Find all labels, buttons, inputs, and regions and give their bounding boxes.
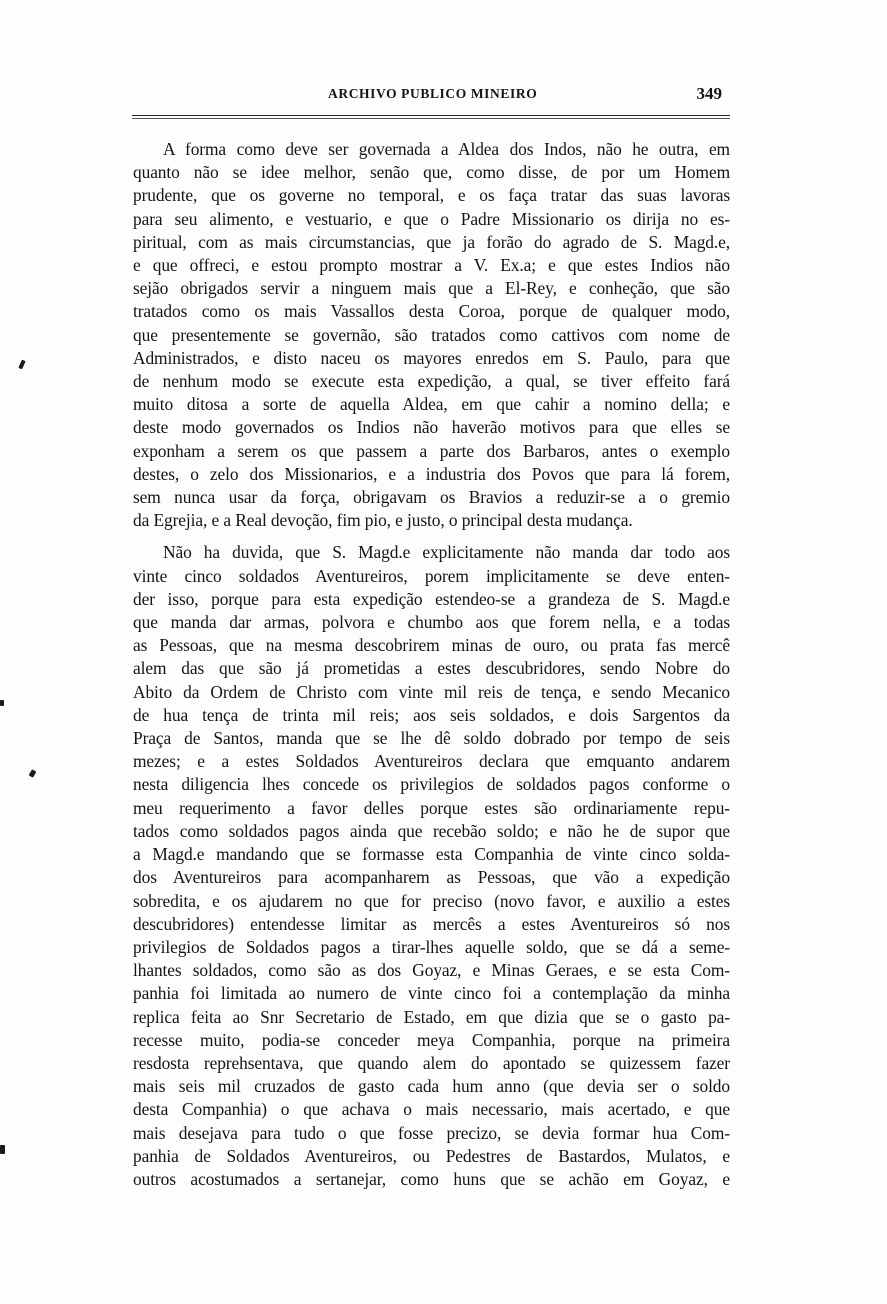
text-line: destes, o zelo dos Missionarios, e a industria dos Povos que para lá forem, <box>133 463 730 484</box>
text-line: nesta diligencia lhes concede os privilegios de soldados pagos conforme o <box>133 774 730 795</box>
text-line: tratados como os mais Vassallos desta Coroa, porque de qualquer modo, <box>133 301 730 322</box>
text-line: mais seis mil cruzados de gasto cada hum anno (que devia ser o soldo <box>133 1076 730 1097</box>
text-line: panhia foi limitada ao numero de vinte cinco foi a contemplação da minha <box>133 983 730 1004</box>
text-line: para seu alimento, e vestuario, e que o Padre Missionario os dirija no es- <box>133 208 730 229</box>
running-title: ARCHIVO PUBLICO MINEIRO <box>328 86 538 101</box>
text-line: privilegios de Soldados pagos a tirar-lhes aquelle soldo, que se dá a seme- <box>133 936 730 957</box>
text-line: descubridores) entendesse limitar as mercês a estes Aventureiros só nos <box>133 913 730 934</box>
text-line: outros acostumados a sertanejar, como huns que se achão em Goyaz, e <box>133 1168 730 1189</box>
text-line: resdosta reprehsentava, que quando alem do apontado se quizessem fazer <box>133 1052 730 1073</box>
text-line: tados como soldados pagos ainda que recebão soldo; e não he de supor que <box>133 820 730 841</box>
text-line: prudente, que os governe no temporal, e os faça tratar das suas lavoras <box>133 185 730 206</box>
text-line: sejão obrigados servir a ninguem mais que a El-Rey, e conheção, que são <box>133 278 730 299</box>
page-number: 349 <box>696 84 722 103</box>
text-line: Praça de Santos, manda que se lhe dê soldo dobrado por tempo de seis <box>133 728 730 749</box>
page-header <box>132 86 730 108</box>
text-line: meu requerimento a favor delles porque estes são ordinariamente repu- <box>133 797 730 818</box>
text-line: mais desejava para tudo o que fosse precizo, se devia formar hua Com- <box>133 1122 730 1143</box>
text-line: desta Companhia) o que achava o mais necessario, mais acertado, e que <box>133 1099 730 1120</box>
ink-mark <box>18 360 25 370</box>
text-line: que presentemente se governão, são tratados como cattivos com nome de <box>133 324 730 345</box>
text-line: der isso, porque para esta expedição estendeo-se a grandeza de S. Magd.e <box>133 588 730 609</box>
text-line: vinte cinco soldados Aventureiros, porem implicitamente se deve enten- <box>133 565 730 586</box>
text-line: piritual, com as mais circumstancias, que ja forão do agrado de S. Magd.e, <box>133 231 730 252</box>
ink-mark <box>0 1145 5 1154</box>
body-text <box>133 138 730 1191</box>
paragraph-2 <box>133 541 730 1191</box>
text-line: exponham a serem os que passem a parte dos Barbaros, antes o exemplo <box>133 440 730 461</box>
text-line: A forma como deve ser governada a Aldea dos Indos, não he outra, em <box>163 139 730 159</box>
text-line: sem nunca usar da força, obrigavam os Bravios a reduzir-se a o gremio <box>133 487 730 508</box>
text-line: e que offreci, e estou prompto mostrar a V. Ex.a; e que estes Indios não <box>133 255 730 276</box>
text-line: Abito da Ordem de Christo com vinte mil reis de tença, e sendo Mecanico <box>133 681 730 702</box>
text-line: recesse muito, podia-se conceder meya Companhia, porque na primeira <box>133 1029 730 1050</box>
text-line: mezes; e a estes Soldados Aventureiros declara que emquanto andarem <box>133 751 730 772</box>
ink-mark <box>0 700 4 706</box>
text-line: de nenhum modo se execute esta expedição, a qual, se tiver effeito fará <box>133 371 730 392</box>
text-line: as Pessoas, que na mesma descobrirem minas de ouro, ou prata fas mercê <box>133 635 730 656</box>
text-line: panhia de Soldados Aventureiros, ou Pedestres de Bastardos, Mulatos, e <box>133 1145 730 1166</box>
text-line: da Egrejia, e a Real devoção, fim pio, e justo, o principal desta mudança. <box>133 510 633 531</box>
ink-mark <box>29 769 37 778</box>
text-line: quanto não se idee melhor, senão que, como disse, de por um Homem <box>133 162 730 183</box>
text-line: dos Aventureiros para acompanharem as Pessoas, que vão a expedição <box>133 867 730 888</box>
text-line: deste modo governados os Indios não haverão motivos para que elles se <box>133 417 730 438</box>
text-line: replica feita ao Snr Secretario de Estado, em que dizia que se o gasto pa- <box>133 1006 730 1027</box>
text-line: de hua tença de trinta mil reis; aos seis soldados, e dois Sargentos da <box>133 704 730 725</box>
text-line: Não ha duvida, que S. Magd.e explicitamente não manda dar todo aos <box>163 542 730 563</box>
paragraph-1 <box>133 138 730 532</box>
text-line: alem das que são já prometidas a estes descubridores, sendo Nobre do <box>133 658 730 679</box>
header-rule <box>132 115 730 116</box>
text-line: a Magd.e mandando que se formasse esta Companhia de vinte cinco solda- <box>133 844 730 865</box>
text-line: Administrados, e disto naceu os mayores enredos em S. Paulo, para que <box>133 347 730 368</box>
text-line: muito ditosa a sorte de aquella Aldea, em que cahir a nomino della; e <box>133 394 730 415</box>
text-line: lhantes soldados, como são as dos Goyaz, e Minas Geraes, e se esta Com- <box>133 960 730 981</box>
text-line: que manda dar armas, polvora e chumbo aos que forem nella, e a todas <box>133 612 730 633</box>
text-line: sobredita, e os ajudarem no que for preciso (novo favor, e auxilio a estes <box>133 890 730 911</box>
